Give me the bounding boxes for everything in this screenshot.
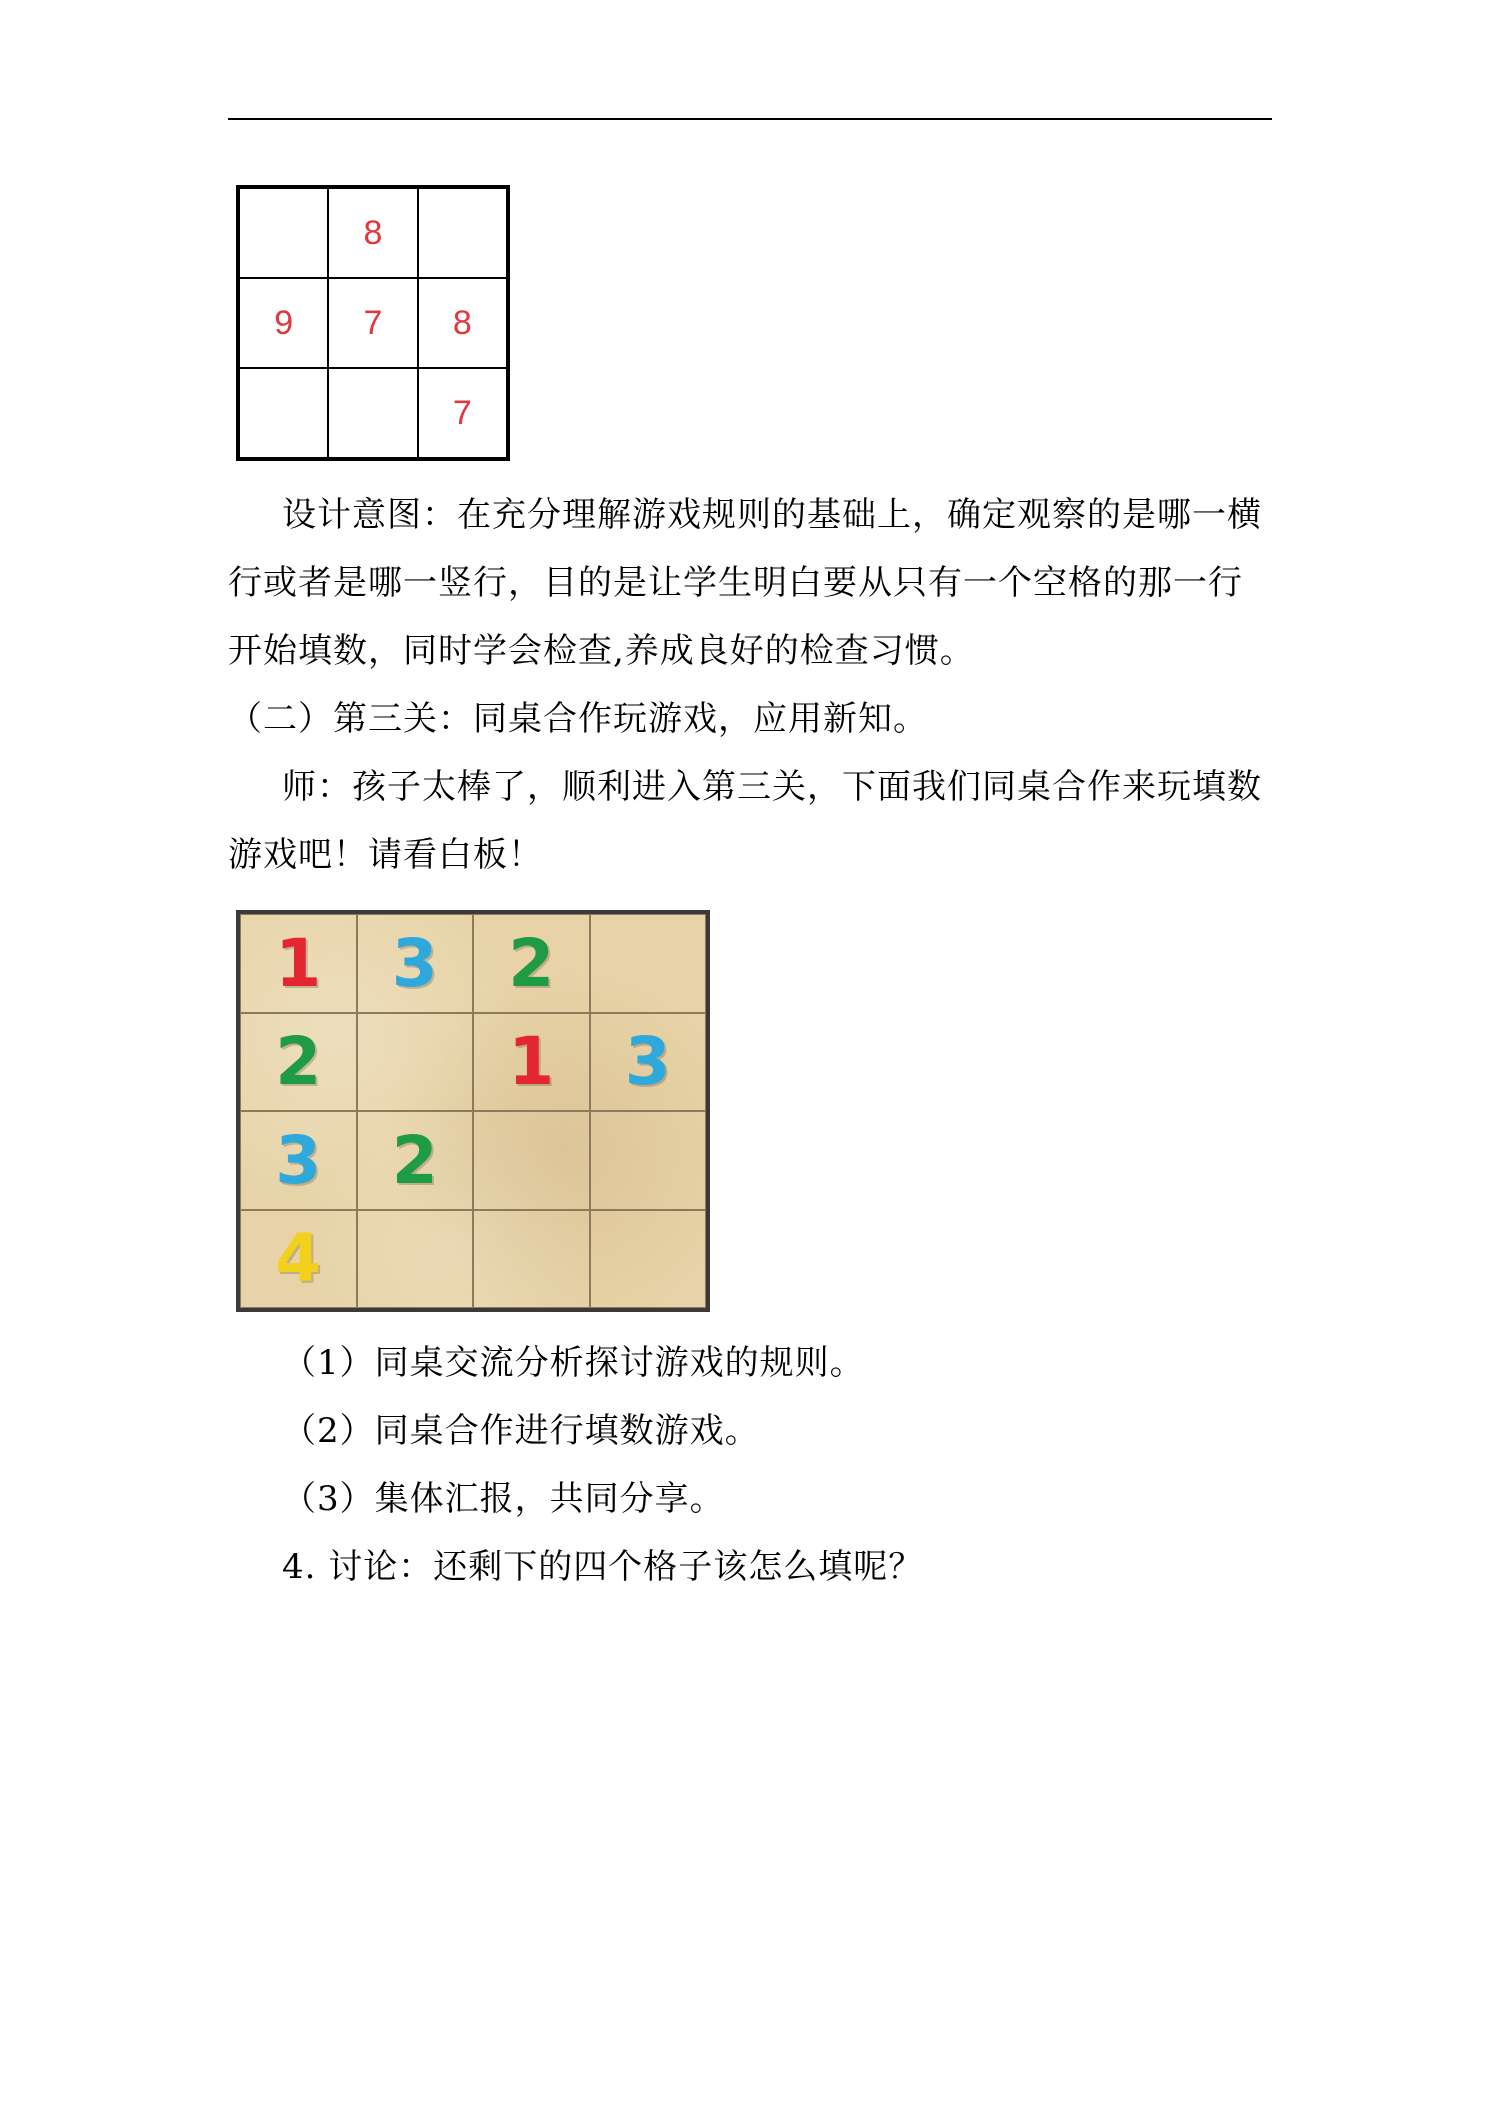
board-cell bbox=[590, 914, 707, 1013]
grid-cell: 9 bbox=[239, 278, 328, 368]
teacher-paragraph: 师：孩子太棒了，顺利进入第三关，下面我们同桌合作来玩填数游戏吧！请看白板！ bbox=[228, 767, 1262, 875]
board-cell bbox=[473, 1210, 590, 1309]
board-cell: 1 bbox=[473, 1013, 590, 1112]
discussion-paragraph: 4. 讨论：还剩下的四个格子该怎么填呢？ bbox=[282, 1547, 924, 1587]
grid-cell bbox=[239, 368, 328, 458]
grid-cell: 7 bbox=[328, 278, 417, 368]
number-board-4x4 bbox=[236, 910, 710, 1312]
grid-cell bbox=[328, 368, 417, 458]
grid-cell: 8 bbox=[418, 278, 507, 368]
grid-cell: 7 bbox=[418, 368, 507, 458]
board-cell: 3 bbox=[357, 914, 474, 1013]
number-grid-3x3 bbox=[236, 185, 510, 461]
board-cell bbox=[473, 1111, 590, 1210]
board-cell: 3 bbox=[240, 1111, 357, 1210]
grid-cell bbox=[239, 188, 328, 278]
board-cell: 3 bbox=[590, 1013, 707, 1112]
board-cell: 1 bbox=[240, 914, 357, 1013]
grid-cell: 8 bbox=[328, 188, 417, 278]
board-cell bbox=[590, 1210, 707, 1309]
board-cell: 4 bbox=[240, 1210, 357, 1309]
list-item: （2）同桌合作进行填数游戏。 bbox=[282, 1411, 760, 1451]
list-item: （3）集体汇报，共同分享。 bbox=[282, 1479, 725, 1519]
board-cell bbox=[357, 1210, 474, 1309]
list-item: （1）同桌交流分析探讨游戏的规则。 bbox=[282, 1343, 865, 1383]
board-cell: 2 bbox=[473, 914, 590, 1013]
board-cell bbox=[357, 1013, 474, 1112]
grid-cell bbox=[418, 188, 507, 278]
header-rule bbox=[228, 118, 1272, 120]
design-intent-paragraph: 设计意图：在充分理解游戏规则的基础上，确定观察的是哪一横行或者是哪一竖行，目的是让学生明白要从只有一个空格的那一行开始填数，同时学会检查,养成良好的检查习惯。 bbox=[228, 495, 1262, 671]
board-cell bbox=[590, 1111, 707, 1210]
board-cell: 2 bbox=[240, 1013, 357, 1112]
section-heading: （二）第三关：同桌合作玩游戏，应用新知。 bbox=[228, 699, 928, 739]
board-cell: 2 bbox=[357, 1111, 474, 1210]
